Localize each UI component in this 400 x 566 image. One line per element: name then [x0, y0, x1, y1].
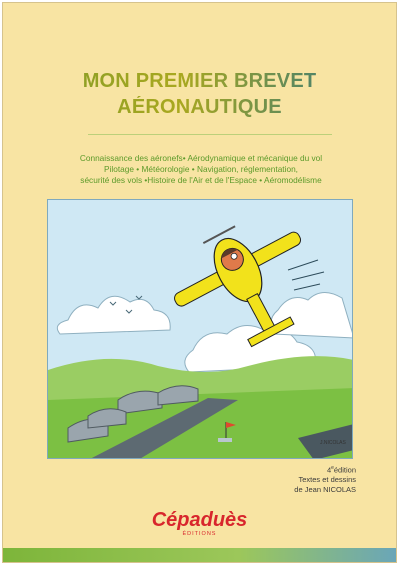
edition-line [294, 464, 356, 475]
edition-word: édition [333, 465, 356, 475]
topics-list [41, 153, 361, 186]
book-cover [2, 2, 397, 563]
illustration-signature: J.NICOLAS [320, 440, 346, 446]
credits-line-1: Textes et dessins [298, 475, 356, 484]
edition-number: 4 [326, 465, 332, 475]
topics-line-3: sécurité des vols •Histoire de l'Air et de l'Espace • Aéromodélisme [80, 175, 322, 185]
topics-line-2: Pilotage • Météorologie • Navigation, réglementation, [104, 164, 298, 174]
cover-illustration [47, 199, 353, 459]
title-line-1: MON PREMIER BREVET [3, 70, 396, 93]
edition-suffix: e [331, 465, 334, 471]
credits-line-2: de Jean NICOLAS [294, 484, 356, 494]
title-line-2: AÉRONAUTIQUE [3, 96, 396, 119]
bottom-color-band [3, 548, 396, 562]
aerobatic-plane-illustration [48, 200, 353, 459]
publisher-imprint: ÉDITIONS [182, 531, 217, 537]
title-divider [88, 134, 332, 135]
edition-info [294, 464, 356, 494]
topics-line-1: Connaissance des aéronefs• Aérodynamique et mécanique du vol [79, 153, 323, 163]
publisher-logo: Cépaduès [151, 509, 248, 531]
